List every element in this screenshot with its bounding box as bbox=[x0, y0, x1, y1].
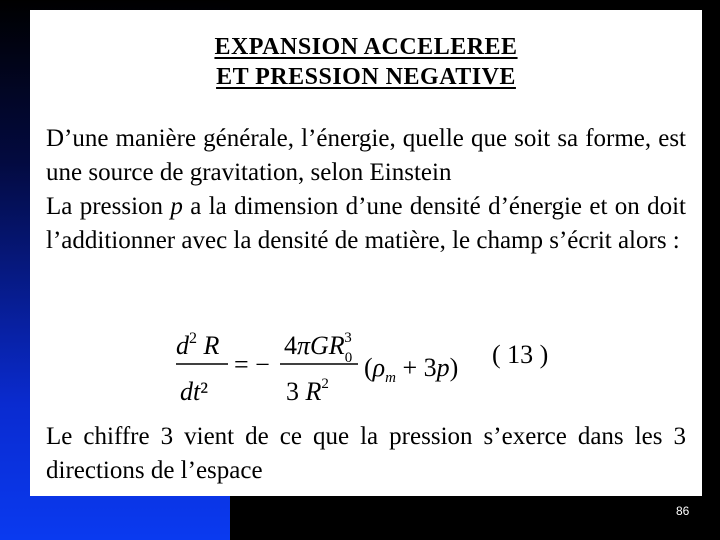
title-line-2: ET PRESSION NEGATIVE bbox=[216, 64, 516, 90]
eq-lhs-denominator: dt² bbox=[180, 377, 209, 406]
eq-lhs-numerator: $d^2$ R bbox=[176, 330, 220, 360]
paragraph-2-start: La pression bbox=[46, 193, 171, 220]
paragraph-1: D’une manière générale, l’énergie, quelle que soit sa forme, est une source de gravitation, selon Einstein bbox=[46, 125, 686, 186]
paragraph-2-end: a la dimension d’une densité d’énergie et on doit l’additionner avec la densité de matière, le champ s’écrit alors : bbox=[46, 193, 686, 254]
slide-title bbox=[30, 32, 702, 92]
page-number: 86 bbox=[676, 504, 690, 518]
eq-density-factor: $(\rho_m + 3p)$ bbox=[364, 353, 459, 386]
slide bbox=[30, 10, 702, 496]
eq-equals-minus: = − bbox=[234, 350, 270, 379]
paragraph-2 bbox=[46, 190, 686, 258]
title-line-1: EXPANSION ACCELEREE bbox=[214, 34, 518, 60]
pressure-symbol: p bbox=[170, 193, 183, 220]
equation-number: ( 13 ) bbox=[492, 340, 549, 369]
eq-rhs-denominator: 3 $R^2$ bbox=[286, 376, 329, 406]
eq-rhs-numerator: 4πGR$_0$3 bbox=[284, 330, 353, 366]
paragraph-3: Le chiffre 3 vient de ce que la pression s’exerce dans les 3 directions de l’espace bbox=[46, 423, 686, 484]
